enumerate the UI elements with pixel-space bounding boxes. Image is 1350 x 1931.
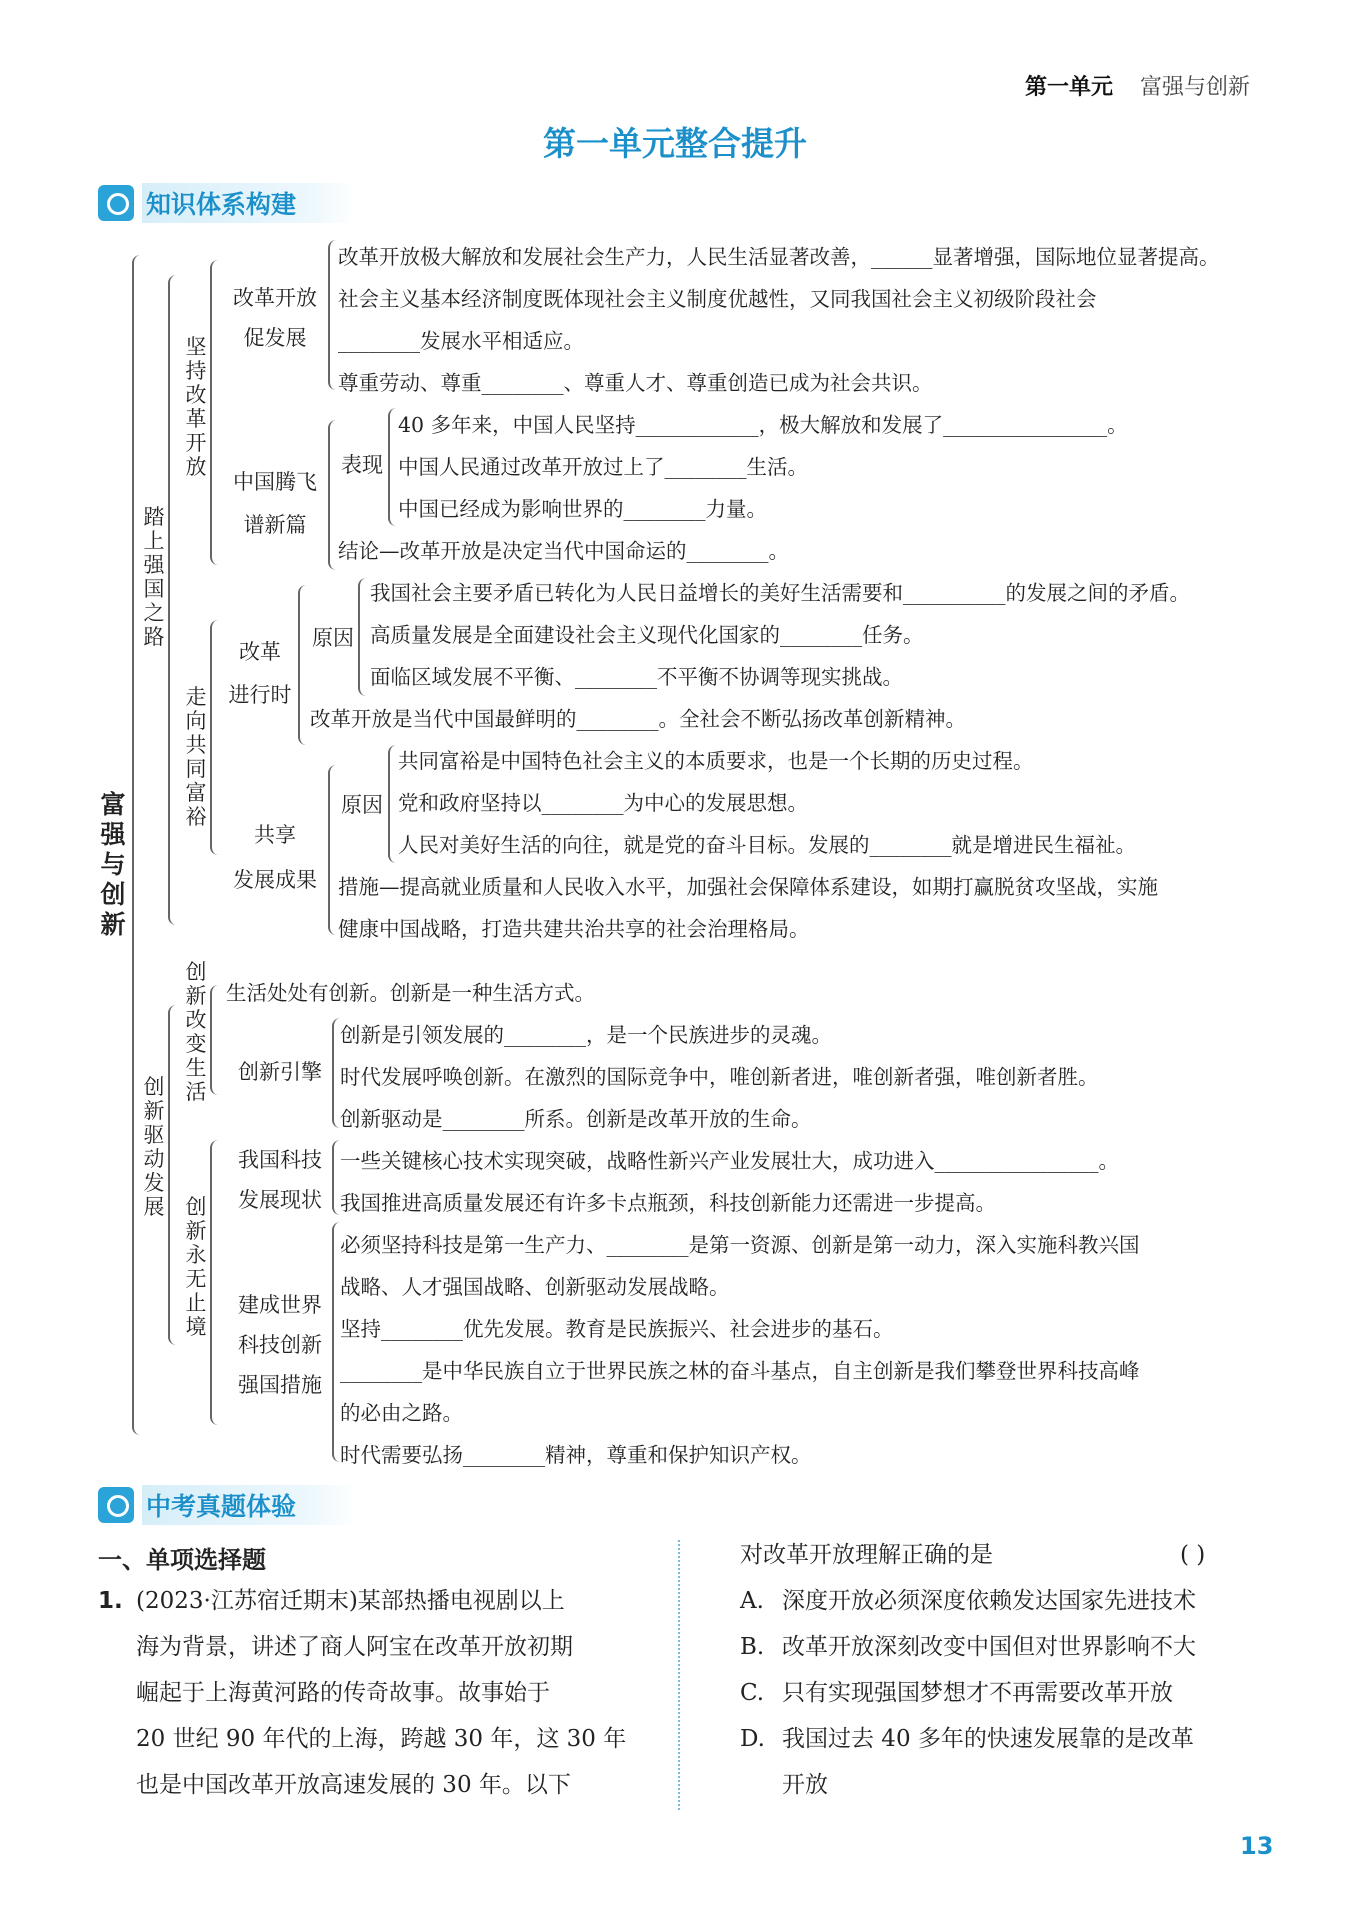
page-number: 13 [1240, 1832, 1274, 1860]
text-line: 时代发展呼唤创新。在激烈的国际竞争中，唯创新者进，唯创新者强，唯创新者胜。 [340, 1065, 1099, 1089]
text-line: 措施—提高就业质量和人民收入水平，加强社会保障体系建设，如期打赢脱贫攻坚战，实施 [338, 875, 1158, 899]
option-c-text[interactable]: 只有实现强国梦想才不再需要改革开放 [782, 1680, 1173, 1706]
column-divider [678, 1540, 680, 1810]
b1a1-brace [328, 240, 338, 390]
b1b1-brace [298, 585, 308, 745]
text-line: 战略、人才强国战略、创新驱动发展战略。 [340, 1275, 730, 1299]
text-line: 我国推进高质量发展还有许多卡点瓶颈，科技创新能力还需进一步提高。 [340, 1191, 996, 1215]
question-number: 1. [98, 1588, 123, 1614]
banner-label: 中考真题体验 [142, 1485, 356, 1525]
option-a-label[interactable]: A. [740, 1588, 764, 1614]
tree-root: 富强与创新 [100, 790, 126, 939]
answer-paren: ( ) [1180, 1542, 1206, 1568]
text-line: 时代需要弘扬________精神，尊重和保护知识产权。 [340, 1443, 812, 1467]
node-b2a1: 创新引擎 [238, 1060, 322, 1084]
question-line: 海为背景，讲述了商人阿宝在改革开放初期 [136, 1634, 573, 1660]
yuanyin1-brace [358, 578, 368, 696]
b2a-brace [210, 985, 222, 1095]
pencil-icon [98, 1487, 134, 1523]
option-b-text[interactable]: 改革开放深刻改变中国但对世界影响不大 [782, 1634, 1196, 1660]
b1a-brace [210, 260, 222, 565]
text-line: 我国社会主要矛盾已转化为人民日益增长的美好生活需要和__________的发展之间的矛盾。 [370, 581, 1190, 605]
text-line: 一些关键核心技术实现突破，战略性新兴产业发展壮大，成功进入________________。 [340, 1149, 1119, 1173]
tree-b1: 踏上强国之路 [143, 505, 165, 649]
text-line: 人民对美好生活的向往，就是党的奋斗目标。发展的________就是增进民生福祉。 [398, 833, 1136, 857]
text-line: 结论—改革开放是决定当代中国命运的________。 [338, 539, 789, 563]
b1-brace [168, 275, 180, 925]
node-b1b1-2: 进行时 [228, 683, 292, 707]
tree-b2a: 创新改变生活 [185, 960, 207, 1104]
link-icon [98, 185, 134, 221]
yuanyin2-brace [388, 745, 398, 863]
text-line: ________是中华民族自立于世界民族之林的奋斗基点，自主创新是我们攀登世界科技高峰 [340, 1359, 1140, 1383]
text-line: 改革开放是当代中国最鲜明的________。全社会不断弘扬改革创新精神。 [310, 707, 966, 731]
text-line: 坚持________优先发展。教育是民族振兴、社会进步的基石。 [340, 1317, 894, 1341]
tree-b2: 创新驱动发展 [143, 1075, 165, 1219]
option-b-label[interactable]: B. [740, 1634, 765, 1660]
option-d-label[interactable]: D. [740, 1726, 765, 1752]
node-b1b2-2: 发展成果 [233, 868, 317, 892]
text-line: 健康中国战略，打造共建共治共享的社会治理格局。 [338, 917, 810, 941]
tree-b1b: 走向共同富裕 [185, 685, 207, 829]
section-heading: 一、单项选择题 [98, 1546, 266, 1574]
text-line: 生活处处有创新。创新是一种生活方式。 [226, 981, 595, 1005]
unit-label: 第一单元 [1025, 75, 1114, 100]
text-line: 创新驱动是________所系。创新是改革开放的生命。 [340, 1107, 812, 1131]
text-line: 党和政府坚持以________为中心的发展思想。 [398, 791, 808, 815]
text-line: 中国人民通过改革开放过上了________生活。 [398, 455, 808, 479]
page-title: 第一单元整合提升 [543, 124, 807, 163]
section-banner-knowledge [98, 180, 356, 226]
b2b-brace [210, 1140, 222, 1425]
label-yuanyin2: 原因 [341, 793, 383, 817]
text-line: 创新是引领发展的________，是一个民族进步的灵魂。 [340, 1023, 832, 1047]
label-yuanyin1: 原因 [312, 626, 354, 650]
node-b1a2-1: 中国腾飞 [233, 470, 317, 494]
question-stem-end: 对改革开放理解正确的是 [740, 1542, 993, 1568]
node-b1b1-1: 改革 [239, 640, 281, 664]
text-line: 改革开放极大解放和发展社会生产力，人民生活显著改善，______显著增强，国际地位显著提高。 [338, 245, 1220, 269]
text-line: 中国已经成为影响世界的________力量。 [398, 497, 767, 521]
text-line: 高质量发展是全面建设社会主义现代化国家的________任务。 [370, 623, 924, 647]
question-line: 20 世纪 90 年代的上海，跨越 30 年，这 30 年 [136, 1726, 627, 1752]
label-biaoxian: 表现 [341, 453, 383, 477]
node-b2b1-2: 发展现状 [238, 1188, 322, 1212]
unit-subtitle: 富强与创新 [1140, 75, 1251, 100]
b2b2-brace [332, 1222, 342, 1462]
text-line: 尊重劳动、尊重________、尊重人才、尊重创造已成为社会共识。 [338, 371, 933, 395]
option-d-text-cont[interactable]: 开放 [782, 1772, 828, 1798]
option-a-text[interactable]: 深度开放必须深度依赖发达国家先进技术 [782, 1588, 1196, 1614]
text-line: 共同富裕是中国特色社会主义的本质要求，也是一个长期的历史过程。 [398, 749, 1034, 773]
question-line: 也是中国改革开放高速发展的 30 年。以下 [136, 1772, 571, 1798]
section-banner-exam [98, 1482, 356, 1528]
node-b1a2-2: 谱新篇 [243, 513, 307, 537]
question-line: 崛起于上海黄河路的传奇故事。故事始于 [136, 1680, 550, 1706]
question-line: (2023·江苏宿迁期末)某部热播电视剧以上 [136, 1588, 565, 1614]
b1a2-brace [328, 420, 338, 570]
option-c-label[interactable]: C. [740, 1680, 765, 1706]
node-b1a1-2: 促发展 [243, 326, 307, 350]
text-line: ________发展水平相适应。 [338, 329, 584, 353]
node-b1a1-1: 改革开放 [233, 286, 317, 310]
banner-label: 知识体系构建 [142, 183, 356, 223]
tree-b2b: 创新永无止境 [185, 1195, 207, 1339]
text-line: 面临区域发展不平衡、________不平衡不协调等现实挑战。 [370, 665, 903, 689]
text-line: 的必由之路。 [340, 1401, 463, 1425]
biaoxian-brace [388, 408, 398, 526]
text-line: 40 多年来，中国人民坚持____________，极大解放和发展了________________。 [398, 413, 1128, 437]
root-brace [132, 255, 146, 1435]
node-b1b2-1: 共享 [254, 823, 296, 847]
b1b-brace [210, 620, 222, 855]
node-b2b1-1: 我国科技 [238, 1148, 322, 1172]
option-d-text[interactable]: 我国过去 40 多年的快速发展靠的是改革 [782, 1726, 1194, 1752]
node-b2b2-3: 强国措施 [238, 1373, 322, 1397]
node-b2b2-2: 科技创新 [238, 1333, 322, 1357]
text-line: 必须坚持科技是第一生产力、________是第一资源、创新是第一动力，深入实施科教兴国 [340, 1233, 1140, 1257]
b2-brace [168, 1005, 180, 1345]
tree-b1a: 坚持改革开放 [185, 335, 207, 479]
text-line: 社会主义基本经济制度既体现社会主义制度优越性，又同我国社会主义初级阶段社会 [338, 287, 1097, 311]
node-b2b2-1: 建成世界 [238, 1293, 322, 1317]
